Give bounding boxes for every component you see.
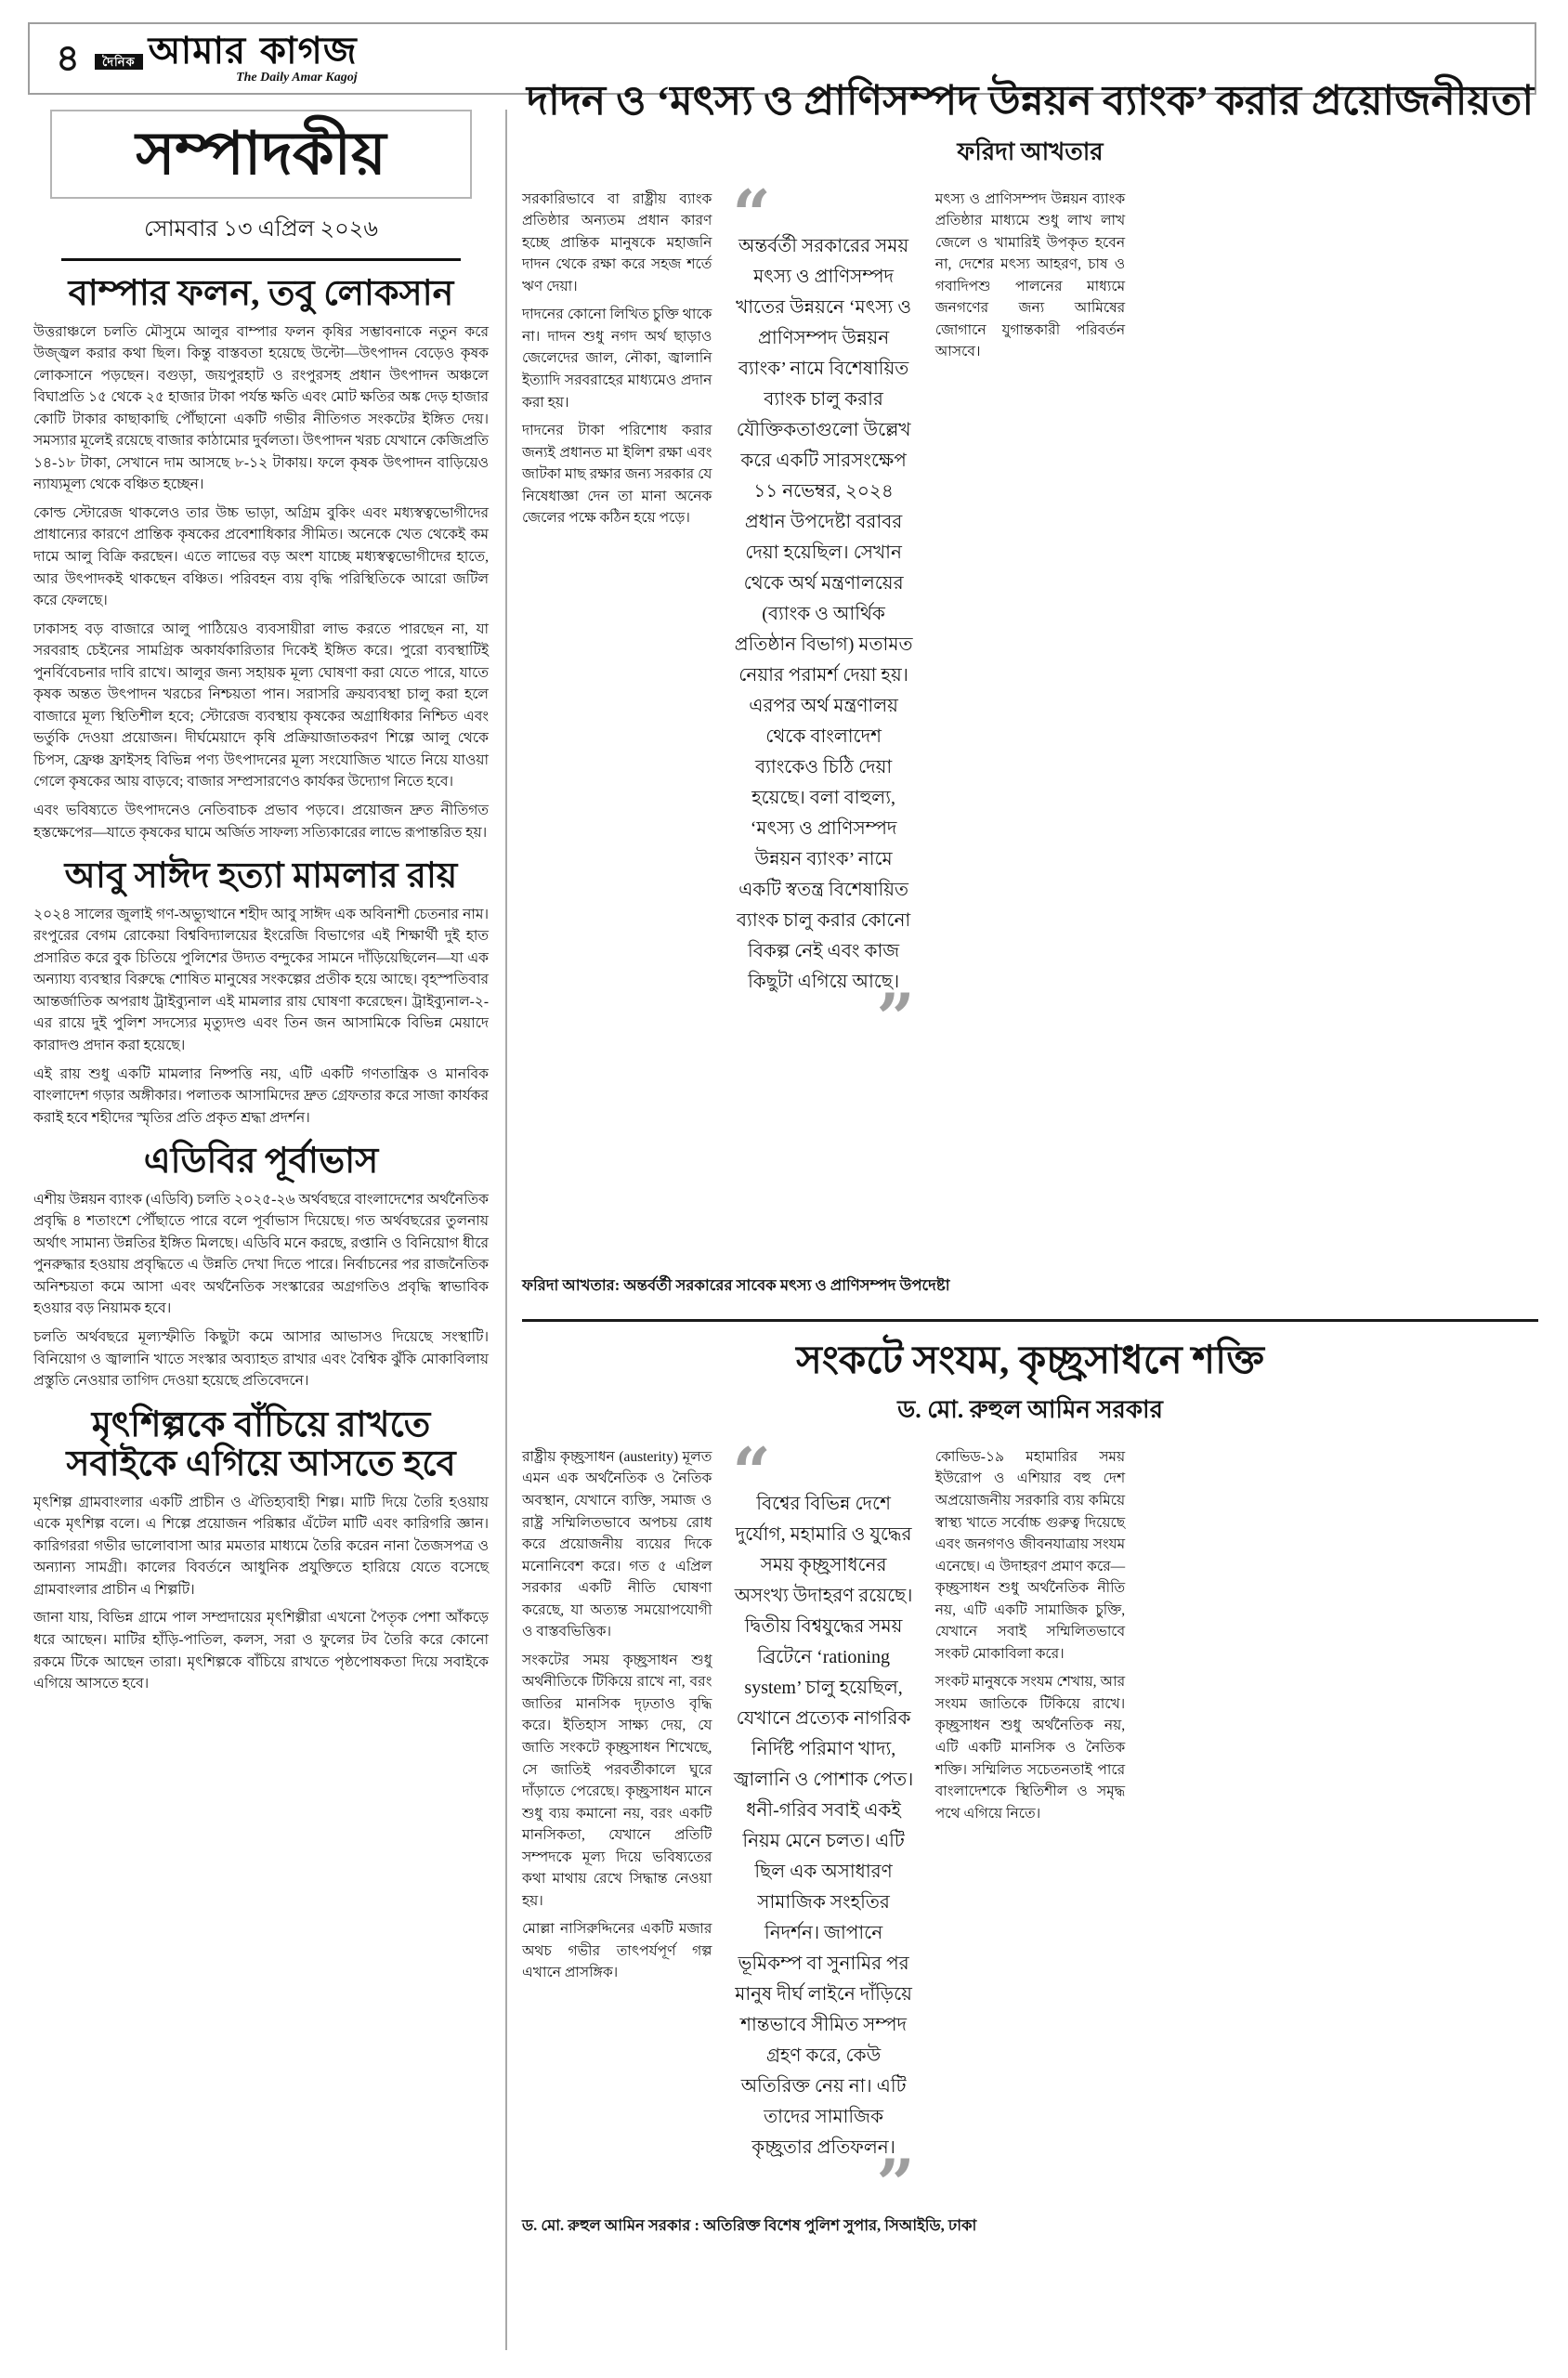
date-rule bbox=[61, 258, 461, 261]
article-paragraphs bbox=[935, 189, 1125, 363]
editorial-article-3 bbox=[33, 1142, 489, 1392]
paragraph: ঢাকাসহ বড় বাজারে আলু পাঠিয়েও ব্যবসায়ীরা লাভ করতে পারছেন না, যা সরবরাহ চেইনের সামগ্রিক অকার্যকারিতার দিকেই ইঙ্গিত করে। পুরো ব্যবস্থাটিই পুনর্বিবেচনার দাবি রাখে। আলুর জন্য সহায়ক মূল্য ঘোষণা করা যেতে পারে, যাতে কৃষক অন্তত উৎপাদন খরচের নিশ্চয়তা পান। সরাসরি ক্রয়ব্যবস্থা চালু করা হলে বাজারে মূল্য স্থিতিশীল হবে; স্টোরেজ ব্যবস্থায় কৃষকের অগ্রাধিকার নিশ্চিত এবং ভর্তুকি দেওয়া প্রয়োজন। দীর্ঘমেয়াদে কৃষি প্রক্রিয়াজাতকরণ শিল্পে আলু থেকে চিপস, ফ্রেঞ্চ ফ্রাইসহ বিভিন্ন পণ্য উৎপাদনের মূল্য সংযোজিত খাতে নিয়ে যাওয়া গেলে কৃষকের আয় বাড়বে; বাজার সম্প্রসারণেও কার্যকর উদ্যোগ নিতে হবে। bbox=[33, 621, 489, 790]
article-body bbox=[522, 1431, 1538, 2223]
editorial-body bbox=[33, 321, 489, 844]
pull-quote-text: বিশ্বের বিভিন্ন দেশে দুর্যোগ, মহামারি ও যুদ্ধের সময় কৃচ্ছ্রসাধনের অসংখ্য উদাহরণ রয়েছে। দ্বিতীয় বিশ্বযুদ্ধের সময় ব্রিটেনে ‘rationing system’ চালু হয়েছিল, যেখানে প্রত্যেক নাগরিক নির্দিষ্ট পরিমাণ খাদ্য, জ্বালানি ও পোশাক পেত। ধনী-গরিব সবাই একই নিয়ম মেনে চলত। এটি ছিল এক অসাধারণ সামাজিক সংহতির নিদর্শন। জাপানে ভূমিকম্প বা সুনামির পর মানুষ দীর্ঘ লাইনে দাঁড়িয়ে শান্তভাবে সীমিত সম্পদ গ্রহণ করে, কেউ অতিরিক্ত নেয় না। এটি তাদের সামাজিক কৃচ্ছ্রতার প্রতিফলন। bbox=[733, 1493, 914, 2158]
vertical-divider bbox=[505, 110, 507, 2350]
open-quote-icon: “ bbox=[732, 174, 771, 254]
paragraph: দাদনের টাকা পরিশোধ করার জন্যই প্রধানত মা ইলিশ রক্ষা এবং জাটকা মাছ রক্ষার জন্য সরকার যে নিষেধাজ্ঞা দেন তা মানা অনেক জেলের পক্ষে কঠিন হয়ে পড়ে। bbox=[522, 423, 712, 527]
editorial-date: সোমবার ১৩ এপ্রিল ২০২৬ bbox=[144, 217, 378, 242]
editorial-headline: এডিবির পূর্বাভাস bbox=[143, 1142, 379, 1182]
paragraph: কোভিড-১৯ মহামারির সময় ইউরোপ ও এশিয়ার বহু দেশ অপ্রয়োজনীয় সরকারি ব্যয় কমিয়ে স্বাস্থ্য খাতে সর্বোচ্চ গুরুত্ব দিয়েছে এবং জনগণও জীবনযাত্রায় সংযম এনেছে। এ উদাহরণ প্রমাণ করে— কৃচ্ছ্রসাধন শুধু অর্থনৈতিক নীতি নয়, এটি একটি সামাজিক চুক্তি, যেখানে সবাই সম্মিলিতভাবে সংকট মোকাবিলা করে। bbox=[934, 1448, 1126, 1662]
newspaper-logo bbox=[95, 29, 358, 85]
paragraph: সরকারিভাবে বা রাষ্ট্রীয় ব্যাংক প্রতিষ্ঠার অন্যতম প্রধান কারণ হচ্ছে প্রান্তিক মানুষকে মহাজনি দাদন থেকে রক্ষা করে সহজ শর্তে ঋণ দেয়া। bbox=[522, 190, 712, 294]
paragraph: মৃৎশিল্প গ্রামবাংলার একটি প্রাচীন ও ঐতিহ্যবাহী শিল্প। মাটি দিয়ে তৈরি হওয়ায় একে মৃৎশিল্প বলে। এ শিল্পে প্রয়োজন পরিষ্কার এঁটেল মাটি এবং কারিগরি জ্ঞান। কারিগররা গভীর ভালোবাসা আর মমতার মাধ্যমে তৈরি করেন নানা তৈজসপত্র ও অন্যান্য সামগ্রী। কালের বিবর্তনে আধুনিক প্রযুক্তিতে হারিয়ে যেতে বসেছে গ্রামবাংলার প্রাচীন এ শিল্পটি। bbox=[33, 1494, 489, 1598]
editorial-headline: মৃৎশিল্পকে বাঁচিয়ে রাখতে সবাইকে এগিয়ে আসতে হবে bbox=[66, 1405, 456, 1484]
editorial-rail bbox=[33, 110, 489, 1702]
article-author-footer: ফরিদা আখতার: অন্তর্বর্তী সরকারের সাবেক মৎস্য ও প্রাণিসম্পদ উপদেষ্টা bbox=[522, 1275, 950, 1294]
article-body bbox=[522, 174, 1538, 1266]
editorial-headline: আবু সাঈদ হত্যা মামলার রায় bbox=[64, 856, 458, 896]
editorial-article-1 bbox=[33, 274, 489, 843]
close-quote-icon: ” bbox=[876, 2143, 915, 2223]
paragraph: রাষ্ট্রীয় কৃচ্ছ্রসাধন (austerity) মূলত এমন এক অর্থনৈতিক ও নৈতিক অবস্থান, যেখানে ব্যক্তি, সমাজ ও রাষ্ট্র সম্মিলিতভাবে অপচয় রোধ করে প্রয়োজনীয় ব্যয়ের দিকে মনোনিবেশ করে। গত ৫ এপ্রিল সরকার একটি নীতি ঘোষণা করেছে, যা অত্যন্ত সময়োপযোগী ও বাস্তবভিত্তিক। bbox=[522, 1448, 712, 1640]
open-quote-icon: “ bbox=[732, 1431, 771, 1511]
paragraph: কোল্ড স্টোরেজ থাকলেও তার উচ্চ ভাড়া, অগ্রিম বুকিং এবং মধ্যস্বত্বভোগীদের প্রাধান্যের কারণে প্রান্তিক কৃষকের প্রবেশাধিকার সীমিত। অনেকে খেত থেকেই কম দামে আলু বিক্রি করছেন। এতে লাভের বড় অংশ যাচ্ছে মধ্যস্বত্বভোগীদের হাতে, আর উৎপাদকই থাকছেন বঞ্চিত। পরিবহন ব্যয় বৃদ্ধি পরিস্থিতিকে আরো জটিল করে ফেলছে। bbox=[33, 504, 489, 609]
article-dadon-bank bbox=[522, 78, 1538, 1299]
close-quote-icon: ” bbox=[876, 977, 915, 1057]
editorial-article-2 bbox=[33, 856, 489, 1129]
editorial-section-title: সম্পাদকীয় bbox=[136, 121, 386, 187]
editorial-body bbox=[33, 1189, 489, 1392]
editorial-article-4 bbox=[33, 1405, 489, 1695]
paragraph: সংকট মানুষকে সংযম শেখায়, আর সংযম জাতিকে টিকিয়ে রাখে। কৃচ্ছ্রসাধন শুধু অর্থনৈতিক নয়, এটি একটি মানসিক ও নৈতিক শক্তি। সম্মিলিত সচেতনতাই পারে বাংলাদেশকে স্থিতিশীল ও সমৃদ্ধ পথে এগিয়ে নিতে। bbox=[934, 1674, 1126, 1822]
article-austerity bbox=[522, 1339, 1538, 2239]
article-byline: ফরিদা আখতার bbox=[957, 137, 1104, 165]
paragraph: সংকটের সময় কৃচ্ছ্রসাধন শুধু অর্থনীতিকে টিকিয়ে রাখে না, বরং জাতির মানসিক দৃঢ়তাও বৃদ্ধি করে। ইতিহাস সাক্ষ্য দেয়, যে জাতি সংকটে কৃচ্ছ্রসাধন শিখেছে, সে জাতিই পরবর্তীকালে ঘুরে দাঁড়াতে পেরেছে। কৃচ্ছ্রসাধন মানে শুধু ব্যয় কমানো নয়, বরং একটি মানসিকতা, যেখানে প্রতিটি সম্পদকে মূল্য দিয়ে ভবিষ্যতের কথা মাথায় রেখে সিদ্ধান্ত নেওয়া হয়। bbox=[522, 1652, 712, 1909]
paragraph: এবং ভবিষ্যতে উৎপাদনেও নেতিবাচক প্রভাব পড়বে। প্রয়োজন দ্রুত নীতিগত হস্তক্ষেপের—যাতে কৃষকের ঘামে অর্জিত সাফল্য সত্যিকারের লাভে রূপান্তরিত হয়। bbox=[33, 803, 489, 841]
article-headline: সংকটে সংযম, কৃচ্ছ্রসাধনে শক্তি bbox=[796, 1339, 1264, 1382]
article-paragraphs bbox=[522, 1446, 712, 1984]
pull-quote bbox=[730, 174, 916, 1057]
main-articles bbox=[522, 78, 1538, 2239]
brand-prefix: দৈনিক bbox=[95, 54, 143, 70]
pull-quote-text: অন্তর্বর্তী সরকারের সময় মৎস্য ও প্রাণিসম্পদ খাতের উন্নয়নে ‘মৎস্য ও প্রাণিসম্পদ উন্নয়ন ব্যাংক’ নামে বিশেষায়িত ব্যাংক চালু করার যৌক্তিকতাগুলো উল্লেখ করে একটি সারসংক্ষেপ ১১ নভেম্বর, ২০২৪ প্রধান উপদেষ্টা বরাবর দেয়া হয়েছিল। সেখান থেকে অর্থ মন্ত্রণালয়ের (ব্যাংক ও আর্থিক প্রতিষ্ঠান বিভাগ) মতামত নেয়ার পরামর্শ দেয়া হয়। এরপর অর্থ মন্ত্রণালয় থেকে বাংলাদেশ ব্যাংকেও চিঠি দেয়া হয়েছে। বলা বাহুল্য, ‘মৎস্য ও প্রাণিসম্পদ উন্নয়ন ব্যাংক’ নামে একটি স্বতন্ত্র বিশেষায়িত ব্যাংক চালু করার কোনো বিকল্প নেই এবং কাজ কিছুটা এগিয়ে আছে। bbox=[734, 235, 913, 992]
article-author-footer: ড. মো. রুহুল আমিন সরকার : অতিরিক্ত বিশেষ পুলিশ সুপার, সিআইডি, ঢাকা bbox=[522, 2215, 977, 2234]
paragraph: জানা যায়, বিভিন্ন গ্রামে পাল সম্প্রদায়ের মৃৎশিল্পীরা এখনো পৈতৃক পেশা আঁকড়ে ধরে আছেন। মাটির হাঁড়ি-পাতিল, কলস, সরা ও ফুলের টব তৈরি করে কোনো রকমে টিকে আছেন তারা। মৃৎশিল্পকে বাঁচিয়ে রাখতে পৃষ্ঠপোষকতা দিয়ে সবাইকে এগিয়ে আসতে হবে। bbox=[33, 1610, 489, 1692]
paragraph: দাদনের কোনো লিখিত চুক্তি থাকে না। দাদন শুধু নগদ অর্থ ছাড়াও জেলেদের জাল, নৌকা, জ্বালানি ইত্যাদি সরবরাহের মাধ্যমেও প্রদান করা হয়। bbox=[522, 307, 712, 411]
editorial-headline: বাম্পার ফলন, তবু লোকসান bbox=[68, 274, 454, 313]
editorial-section-box bbox=[50, 110, 472, 199]
paragraph: চলতি অর্থবছরে মূল্যস্ফীতি কিছুটা কমে আসার আভাসও দিয়েছে সংস্থাটি। বিনিয়োগ ও জ্বালানি খাতে সংস্কার অব্যাহত রাখার এবং বৈশ্বিক ঝুঁকি মোকাবিলায় প্রস্তুতি নেওয়ার তাগিদ দেওয়া হয়েছে প্রতিবেদনে। bbox=[33, 1328, 489, 1390]
paragraph: উত্তরাঞ্চলে চলতি মৌসুমে আলুর বাম্পার ফলন কৃষির সম্ভাবনাকে নতুন করে উজ্জ্বল করার কথা ছিল। কিন্তু বাস্তবতা হয়েছে উল্টো—উৎপাদন বেড়েও কৃষক লোকসানে পড়ছেন। বগুড়া, জয়পুরহাট ও রংপুরসহ প্রধান উৎপাদন অঞ্চলে বিঘাপ্রতি ১৫ থেকে ২৫ হাজার টাকা পর্যন্ত ক্ষতি এবং মোট ক্ষতির অঙ্ক দেড় হাজার কোটি টাকার কাছাকাছি পৌঁছানো একটি গভীর নীতিগত সংকটের ইঙ্গিত দেয়। সমস্যার মূলেই রয়েছে বাজার কাঠামোর দুর্বলতা। উৎপাদন খরচ যেখানে কেজিপ্রতি ১৪-১৮ টাকা, সেখানে দাম আসছে ৮-১২ টাকায়। ফলে কৃষক উৎপাদন বাড়িয়েও ন্যায্যমূল্য থেকে বঞ্চিত হচ্ছেন। bbox=[33, 323, 489, 493]
paragraph: এই রায় শুধু একটি মামলার নিষ্পত্তি নয়, এটি একটি গণতান্ত্রিক ও মানবিক বাংলাদেশ গড়ার অঙ্গীকার। পলাতক আসামিদের দ্রুত গ্রেফতার করে সাজা কার্যকর করাই হবে শহীদের স্মৃতির প্রতি প্রকৃত শ্রদ্ধা প্রদর্শন। bbox=[33, 1065, 489, 1126]
paragraph: মোল্লা নাসিরুদ্দিনের একটি মজার অথচ গভীর তাৎপর্যপূর্ণ গল্প এখানে প্রাসঙ্গিক। bbox=[522, 1921, 712, 1981]
editorial-body bbox=[33, 904, 489, 1129]
article-paragraphs bbox=[522, 189, 712, 529]
page-number: ৪ bbox=[56, 37, 80, 79]
article-separator bbox=[522, 1319, 1538, 1322]
editorial-body bbox=[33, 1492, 489, 1695]
article-byline: ড. মো. রুহুল আমিন সরকার bbox=[897, 1395, 1163, 1423]
paragraph: ২০২৪ সালের জুলাই গণ-অভ্যুত্থানে শহীদ আবু সাঈদ এক অবিনাশী চেতনার নাম। রংপুরের বেগম রোকেয়া বিশ্ববিদ্যালয়ের ইংরেজি বিভাগের এই শিক্ষার্থী দুই হাত প্রসারিত করে বুক চিতিয়ে পুলিশের উদ্যত বন্দুকের সামনে দাঁড়িয়েছিলেন—যা এক অন্যায্য ব্যবস্থার বিরুদ্ধে শোষিত মানুষের সংকল্পের প্রতীক হয়ে আছে। বৃহস্পতিবার আন্তর্জাতিক অপরাধ ট্রাইব্যুনাল এই মামলার রায় ঘোষণা করেছেন। ট্রাইব্যুনাল-২-এর রায়ে দুই পুলিশ সদস্যের মৃত্যুদণ্ড এবং তিন জন আসামিকে বিভিন্ন মেয়াদে কারাদণ্ড প্রদান করা হয়েছে। bbox=[33, 906, 489, 1053]
brand-title: আমার কাগজ bbox=[148, 29, 358, 72]
article-headline: দাদন ও ‘মৎস্য ও প্রাণিসম্পদ উন্নয়ন ব্যাংক’ করার প্রয়োজনীয়তা bbox=[526, 78, 1535, 124]
paragraph: এশীয় উন্নয়ন ব্যাংক (এডিবি) চলতি ২০২৫-২৬ অর্থবছরে বাংলাদেশের অর্থনৈতিক প্রবৃদ্ধি ৪ শতাংশে পৌঁছাতে পারে বলে পূর্বাভাস দিয়েছে। গত অর্থবছরের তুলনায় অর্থাৎ সামান্য উন্নতির ইঙ্গিত মিলছে। এডিবি মনে করছে, রপ্তানি ও বিনিয়োগ ধীরে পুনরুদ্ধার হওয়ায় প্রবৃদ্ধিতে এ উন্নতি দেখা দিতে পারে। নির্বাচনের পর রাজনৈতিক অনিশ্চয়তা কমে আসা এবং অর্থনৈতিক সংস্কারের অগ্রগতিও প্রবৃদ্ধি স্বাভাবিক হওয়ার বড় নিয়ামক হবে। bbox=[33, 1191, 489, 1317]
brand-subtitle: The Daily Amar Kagoj bbox=[236, 71, 358, 85]
article-paragraphs bbox=[935, 1446, 1125, 1824]
paragraph: মৎস্য ও প্রাণিসম্পদ উন্নয়ন ব্যাংক প্রতিষ্ঠার মাধ্যমে শুধু লাখ লাখ জেলে ও খামারিই উপকৃত হবেন না, দেশের মৎস্য আহরণ, চাষ ও গবাদিপশু পালনের মাধ্যমে জনগণের জন্য আমিষের জোগানে যুগান্তকারী পরিবর্তন আসবে। bbox=[934, 190, 1126, 360]
pull-quote bbox=[730, 1431, 916, 2223]
